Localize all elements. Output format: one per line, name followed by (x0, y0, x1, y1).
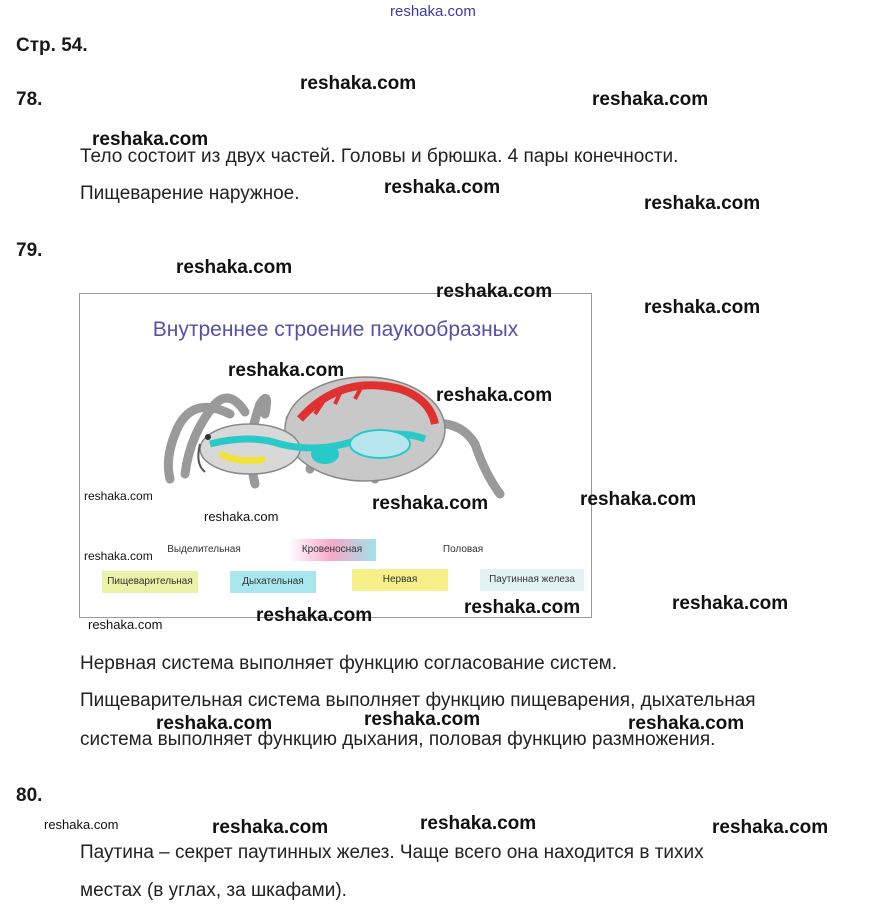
figure-title: Внутреннее строение паукообразных (152, 318, 519, 341)
watermark: reshaka.com (436, 281, 553, 302)
page-reference: Стр. 54. (16, 35, 88, 56)
legend-label: Пищеварительная (107, 576, 193, 587)
watermark: reshaka.com (372, 493, 489, 514)
watermark: reshaka.com (644, 193, 761, 214)
legend-label: Дыхательная (242, 576, 304, 587)
watermark: reshaka.com (672, 593, 789, 614)
legend-label: Половая (442, 544, 484, 555)
watermark: reshaka.com (212, 817, 329, 838)
legend-reproductive (418, 539, 508, 561)
watermark: reshaka.com (156, 713, 273, 734)
watermark: reshaka.com (712, 817, 829, 838)
watermark: reshaka.com (44, 817, 119, 832)
legend-label: Выделительная (167, 544, 241, 555)
legend-respiratory (230, 571, 316, 593)
legend-digestive (102, 571, 198, 593)
task-79-line-3: система выполняет функцию дыхания, половая функцию размножения. (80, 729, 716, 750)
watermark: reshaka.com (592, 89, 709, 110)
watermark: reshaka.com (628, 713, 745, 734)
watermark: reshaka.com (300, 73, 417, 94)
legend-nervous (352, 569, 448, 591)
watermark: reshaka.com (644, 297, 761, 318)
task-78-line-2: Пищеварение наружное. (80, 183, 300, 204)
legend-label: Кровеносная (301, 544, 363, 555)
watermark: reshaka.com (228, 360, 345, 381)
task-79-line-2: Пищеварительная система выполняет функцию пищеварения, дыхательная (80, 690, 756, 711)
watermark: reshaka.com (580, 489, 697, 510)
watermark: reshaka.com (84, 489, 153, 503)
watermark: reshaka.com (92, 129, 209, 150)
watermark: reshaka.com (88, 617, 163, 632)
watermark: reshaka.com (176, 257, 293, 278)
top-watermark: reshaka.com (390, 3, 476, 20)
watermark: reshaka.com (384, 177, 501, 198)
watermark: reshaka.com (256, 605, 373, 626)
task-80-line-1: Паутина – секрет паутинных желез. Чаще всего она находится в тихих (80, 842, 704, 863)
watermark: reshaka.com (464, 597, 581, 618)
watermark: reshaka.com (420, 813, 537, 834)
legend-circulatory (288, 539, 376, 561)
arachnid-anatomy-figure (79, 293, 592, 618)
legend-excretory (158, 539, 250, 561)
task-79-line-1: Нервная система выполняет функцию согласование систем. (80, 653, 618, 674)
task-number-79: 79. (16, 240, 43, 261)
task-78-line-1: Тело состоит из двух частей. Головы и брюшка. 4 пары конечности. (80, 146, 679, 167)
watermark: reshaka.com (364, 709, 481, 730)
watermark: reshaka.com (84, 549, 153, 563)
legend-silk-gland (480, 569, 584, 591)
legend-label: Нервая (382, 574, 418, 585)
legend-label: Паутинная железа (489, 574, 575, 585)
watermark: reshaka.com (204, 509, 279, 524)
task-80-line-2: местах (в углах, за шкафами). (80, 880, 347, 901)
watermark: reshaka.com (436, 385, 553, 406)
task-number-80: 80. (16, 785, 43, 806)
task-number-78: 78. (16, 89, 43, 110)
